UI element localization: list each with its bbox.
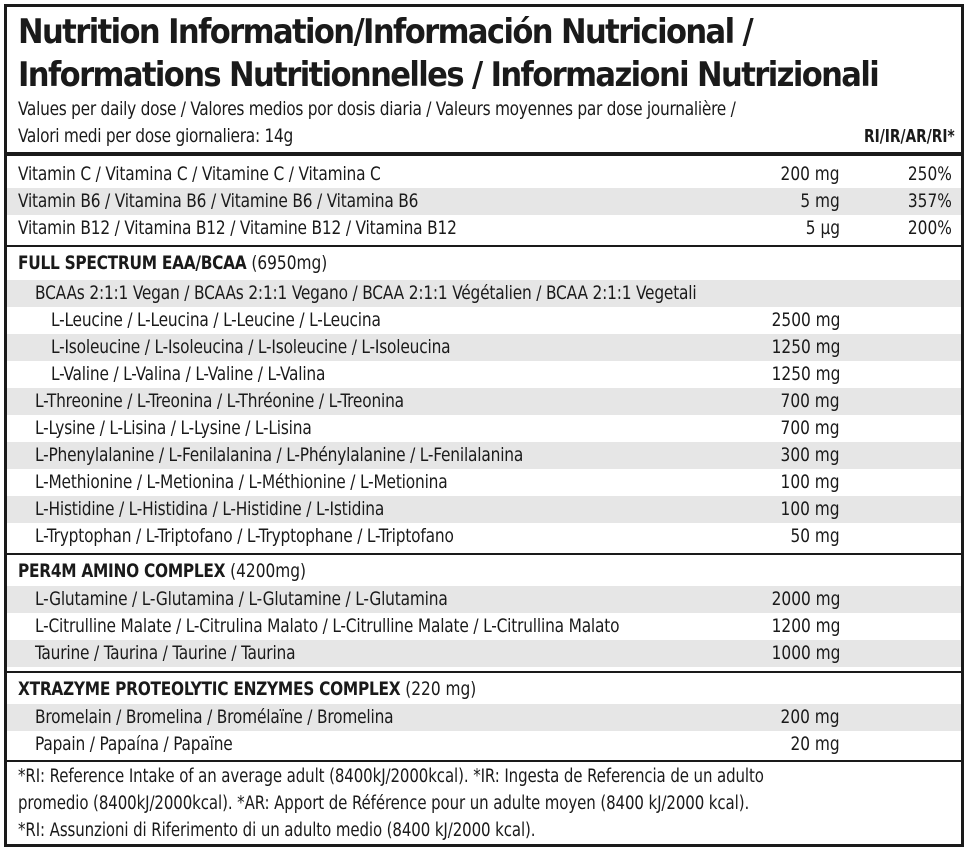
serving-line-2: Valori medi per dose giornaliera: 14g [18,125,294,147]
ingredient-name: L-Citrulline Malate / L-Citrulina Malato / L-Citrulline Malate / L-Citrullina Malato [35,615,620,637]
amino-section-title [18,561,306,582]
ingredient-row [7,361,961,388]
header-divider [7,152,961,156]
ingredient-amount: 2000 mg [771,588,840,610]
section-divider [7,671,961,673]
section-name: FULL SPECTRUM EAA/BCAA [18,252,247,274]
ingredient-name: L-Methionine / L-Metionina / L-Méthionine / L-Metionina [35,471,448,493]
nutrient-name: Vitamin C / Vitamina C / Vitamine C / Vitamina C [18,163,381,185]
ingredient-amount: 2500 mg [771,309,840,331]
ingredient-amount: 200 mg [780,706,840,728]
ingredient-amount: 1200 mg [771,615,840,637]
section-divider [7,553,961,555]
ingredient-row [7,613,961,640]
ingredient-row [7,586,961,613]
section-amount: (220 mg) [405,678,477,700]
ingredient-amount: 100 mg [780,498,840,520]
ingredient-row [7,496,961,523]
nutrient-amount: 5 mg [800,190,840,212]
vitamin-row [7,161,961,188]
ingredient-row [7,469,961,496]
section-name: PER4M AMINO COMPLEX [18,560,226,582]
ingredient-row [7,704,961,731]
ingredient-amount: 300 mg [780,444,840,466]
ingredient-name: L-Lysine / L-Lisina / L-Lysine / L-Lisina [35,417,312,439]
nutrient-name: Vitamin B12 / Vitamina B12 / Vitamine B12 / Vitamina B12 [18,217,457,239]
footnote-divider [7,760,961,762]
ingredient-name: Papain / Papaína / Papaïne [35,733,233,755]
ingredient-row [7,442,961,469]
nutrient-ri: 357% [908,190,952,212]
title-line-1: Nutrition Information/Información Nutricional / [18,12,753,52]
ingredient-amount: 700 mg [780,390,840,412]
vitamin-row [7,215,961,242]
ingredient-name: L-Threonine / L-Treonina / L-Thréonine / L-Treonina [35,390,404,412]
ingredient-row [7,731,961,758]
ingredient-amount: 1250 mg [771,363,840,385]
nutrient-ri: 200% [908,217,952,239]
ingredient-amount: 1250 mg [771,336,840,358]
footnote-line: *RI: Assunzioni di Riferimento di un adulto medio (8400 kJ/2000 kcal). [18,820,536,841]
ingredient-amount: 50 mg [790,525,840,547]
nutrient-amount: 5 µg [805,217,840,239]
ingredient-row [7,280,961,307]
ingredient-name: L-Tryptophan / L-Triptofano / L-Tryptophane / L-Triptofano [35,525,454,547]
serving-line-1: Values per daily dose / Valores medios por dosis diaria / Valeurs moyennes par dose journalière / [18,98,736,120]
ingredient-amount: 20 mg [790,733,840,755]
ingredient-name: Bromelain / Bromelina / Bromélaïne / Bromelina [35,706,394,728]
ingredient-name: L-Glutamine / L-Glutamina / L-Glutamine / L-Glutamina [35,588,448,610]
ingredient-name: L-Isoleucine / L-Isoleucina / L-Isoleucine / L-Isoleucina [51,336,451,358]
ingredient-row [7,388,961,415]
ingredient-name: L-Phenylalanine / L-Fenilalanina / L-Phénylalanine / L-Fenilalanina [35,444,524,466]
ingredient-amount: 1000 mg [771,642,840,664]
eaa-section-title [18,253,327,274]
section-amount: (4200mg) [230,560,307,582]
ingredient-row [7,415,961,442]
title-line-2: Informations Nutritionnelles / Informazioni Nutrizionali [18,55,879,95]
vitamin-row [7,188,961,215]
ingredient-name: L-Histidine / L-Histidina / L-Histidine / L-Istidina [35,498,385,520]
ingredient-name: L-Leucine / L-Leucina / L-Leucine / L-Leucina [51,309,381,331]
nutrient-amount: 200 mg [780,163,840,185]
ri-column-header: RI/IR/AR/RI* [864,126,955,147]
section-amount: (6950mg) [251,252,328,274]
ingredient-amount: 700 mg [780,417,840,439]
ingredient-amount: 100 mg [780,471,840,493]
ingredient-name: Taurine / Taurina / Taurine / Taurina [35,642,296,664]
footnote-line: *RI: Reference Intake of an average adult (8400kJ/2000kcal). *IR: Ingesta de Referencia de un adulto [18,766,764,787]
ingredient-name: BCAAs 2:1:1 Vegan / BCAAs 2:1:1 Vegano / BCAA 2:1:1 Végétalien / BCAA 2:1:1 Vegetali [35,282,697,304]
nutrient-name: Vitamin B6 / Vitamina B6 / Vitamine B6 / Vitamina B6 [18,190,419,212]
ingredient-row [7,640,961,667]
nutrient-ri: 250% [908,163,952,185]
section-divider [7,245,961,247]
ingredient-row [7,523,961,550]
section-name: XTRAZYME PROTEOLYTIC ENZYMES COMPLEX [18,678,401,700]
footnote-line: promedio (8400kJ/2000kcal). *AR: Apport de Référence pour un adulte moyen (8400 kJ/2000 kcal). [18,793,750,814]
ingredient-name: L-Valine / L-Valina / L-Valine / L-Valina [51,363,326,385]
nutrition-panel [4,4,964,847]
ingredient-row [7,334,961,361]
ingredient-row [7,307,961,334]
enzymes-section-title [18,679,476,700]
